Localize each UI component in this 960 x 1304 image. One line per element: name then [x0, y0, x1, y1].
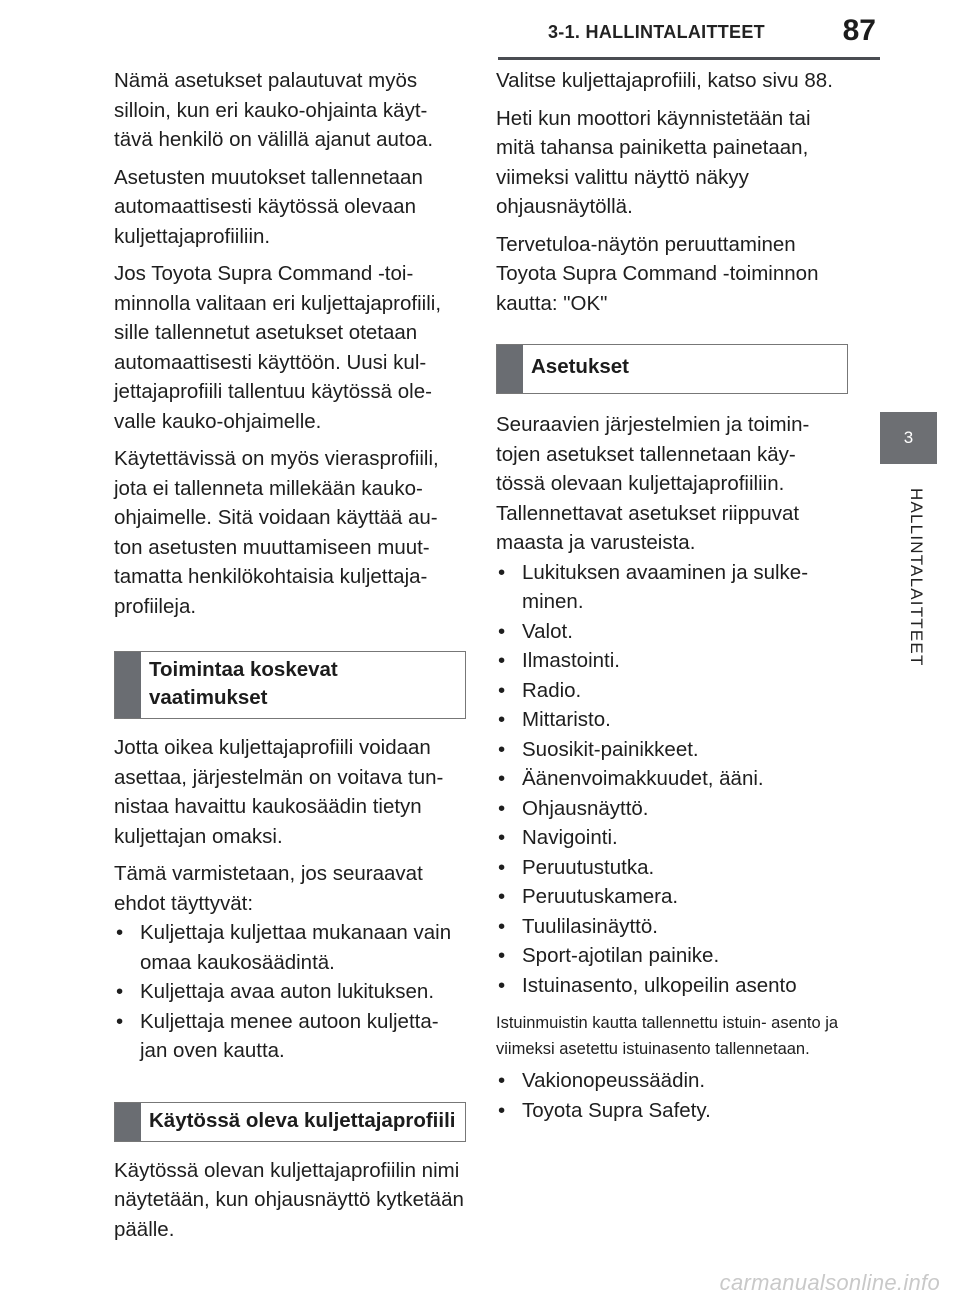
section-title: 3-1. HALLINTALAITTEET	[548, 22, 765, 42]
watermark: carmanualsonline.info	[719, 1270, 940, 1295]
list-item: • Toyota Supra Safety.	[496, 1096, 846, 1126]
list-item: • Peruutustutka.	[496, 853, 846, 883]
list-item: • Kuljettaja kuljettaa mukanaan vain omaa kaukosäädintä.	[114, 918, 464, 977]
conditions-list	[114, 918, 464, 1066]
paragraph: Jotta oikea kuljettajaprofiili voidaan asettaa, järjestelmän on voitava tun- nistaa havaittu kaukosäädin tietyn kuljettajan omaksi.	[114, 736, 444, 848]
list-item: • Kuljettaja menee autoon kuljetta- jan oven kautta.	[114, 1007, 464, 1066]
list-item: • Äänenvoimakkuudet, ääni.	[496, 764, 846, 794]
list-item: • Valot.	[496, 617, 846, 647]
list-item: • Sport-ajotilan painike.	[496, 941, 846, 971]
heading-bar	[115, 652, 141, 718]
paragraph: Jos Toyota Supra Command -toi- minnolla valitaan eri kuljettajaprofiili, sille tallennetut asetukset otetaan automaattisesti käyttöön. Uusi kul- jettajaprofiili tallentuu käytössä ole- valle kauko-ohjaimelle.	[114, 262, 442, 433]
settings-list-continued	[496, 1066, 846, 1125]
section-heading: Käytössä oleva kuljettajaprofiili	[149, 1108, 456, 1132]
settings-list	[496, 558, 846, 1001]
header-divider	[498, 57, 880, 60]
list-item: • Peruutuskamera.	[496, 882, 846, 912]
paragraph: Asetusten muutokset tallennetaan automaattisesti käytössä olevaan kuljettajaprofiiliin.	[114, 165, 423, 248]
section-heading-box	[114, 651, 466, 719]
heading-bar	[115, 1103, 141, 1141]
list-item: • Mittaristo.	[496, 705, 846, 735]
section-heading-box	[114, 1102, 466, 1142]
section-heading-box	[496, 344, 848, 394]
page-header	[0, 0, 880, 62]
chapter-label: HALLINTALAITTEET	[907, 488, 926, 667]
note-text: Istuinmuistin kautta tallennettu istuin- asento ja viimeksi asetettu istuinasento tallennetaan.	[496, 1014, 839, 1058]
list-item: • Tuulilasinäyttö.	[496, 912, 846, 942]
paragraph: Seuraavien järjestelmien ja toimin- tojen asetukset tallennetaan käy- tössä olevaan kuljettajaprofiiliin. Tallennettavat asetukset riippuvat maasta ja varusteista.	[496, 413, 810, 554]
left-column	[114, 66, 464, 1252]
list-item: • Lukituksen avaaminen ja sulke- minen.	[496, 558, 846, 617]
list-item: • Vakionopeussäädin.	[496, 1066, 846, 1096]
list-item: • Kuljettaja avaa auton lukituksen.	[114, 977, 464, 1007]
paragraph: Tervetuloa-näytön peruuttaminen Toyota Supra Command -toiminnon kautta: "OK"	[496, 232, 819, 315]
chapter-tab: 3	[880, 412, 937, 464]
paragraph: Valitse kuljettajaprofiili, katso sivu 88.	[496, 69, 833, 92]
list-item: • Ohjausnäyttö.	[496, 794, 846, 824]
paragraph: Käytettävissä on myös vierasprofiili, jota ei tallenneta millekään kauko- ohjaimelle. Sitä voidaan käyttää au- ton asetusten muuttamiseen muut- tamatta henkilökohtaisia kuljettaja- profiileja.	[114, 447, 439, 618]
list-item: • Radio.	[496, 676, 846, 706]
section-heading: Asetukset	[531, 355, 629, 378]
right-column	[496, 66, 846, 1125]
paragraph: Nämä asetukset palautuvat myös silloin, kun eri kauko-ohjainta käyt- tävä henkilö on välillä ajanut autoa.	[114, 69, 434, 151]
list-item: • Navigointi.	[496, 823, 846, 853]
paragraph: Heti kun moottori käynnistetään tai mitä tahansa painiketta painetaan, viimeksi valittu näyttö näkyy ohjausnäytöllä.	[496, 106, 811, 218]
page-number: 87	[842, 14, 876, 47]
section-heading: Toimintaa koskevat vaatimukset	[149, 658, 338, 709]
paragraph: Käytössä olevan kuljettajaprofiilin nimi näytetään, kun ohjausnäyttö kytketään päälle.	[114, 1158, 464, 1241]
list-item: • Ilmastointi.	[496, 646, 846, 676]
list-item: • Suosikit-painikkeet.	[496, 735, 846, 765]
paragraph: Tämä varmistetaan, jos seuraavat ehdot täyttyvät:	[114, 862, 423, 915]
list-item: • Istuinasento, ulkopeilin asento	[496, 971, 846, 1001]
heading-bar	[497, 345, 523, 393]
